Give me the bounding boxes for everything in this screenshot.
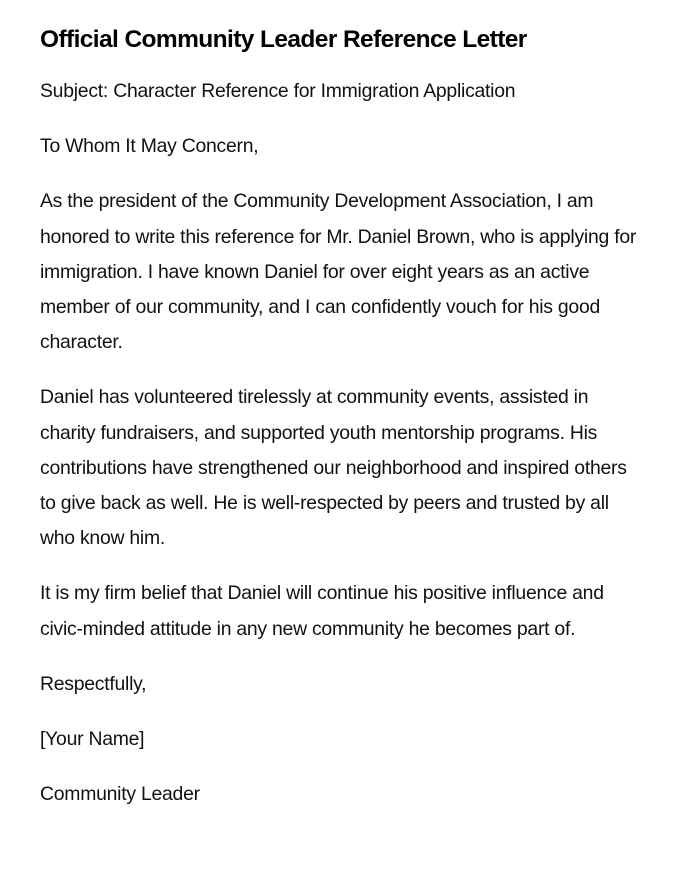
- letter-subject: Subject: Character Reference for Immigration Application: [40, 80, 516, 102]
- signature-name: [Your Name]: [40, 728, 145, 751]
- reference-letter: [40, 22, 645, 832]
- letter-paragraph: Daniel has volunteered tirelessly at community events, assisted in charity fundraisers, and supported youth mentorship programs. His contributions have strengthened our neighborhood and inspired others to give back as well. He is well-respected by peers and trusted by all who know him.: [40, 386, 627, 550]
- letter-paragraph: As the president of the Community Development Association, I am honored to write this reference for Mr. Daniel Brown, who is applying for immigration. I have known Daniel for over eight years as an active member of our community, and I can confidently vouch for his good character.: [40, 190, 637, 354]
- letter-salutation: To Whom It May Concern,: [40, 135, 259, 158]
- letter-paragraph: It is my firm belief that Daniel will continue his positive influence and civic-minded attitude in any new community he becomes part of.: [40, 582, 604, 640]
- signature-title: Community Leader: [40, 783, 200, 806]
- letter-closing: Respectfully,: [40, 672, 147, 695]
- letter-title: Official Community Leader Reference Letter: [40, 26, 527, 53]
